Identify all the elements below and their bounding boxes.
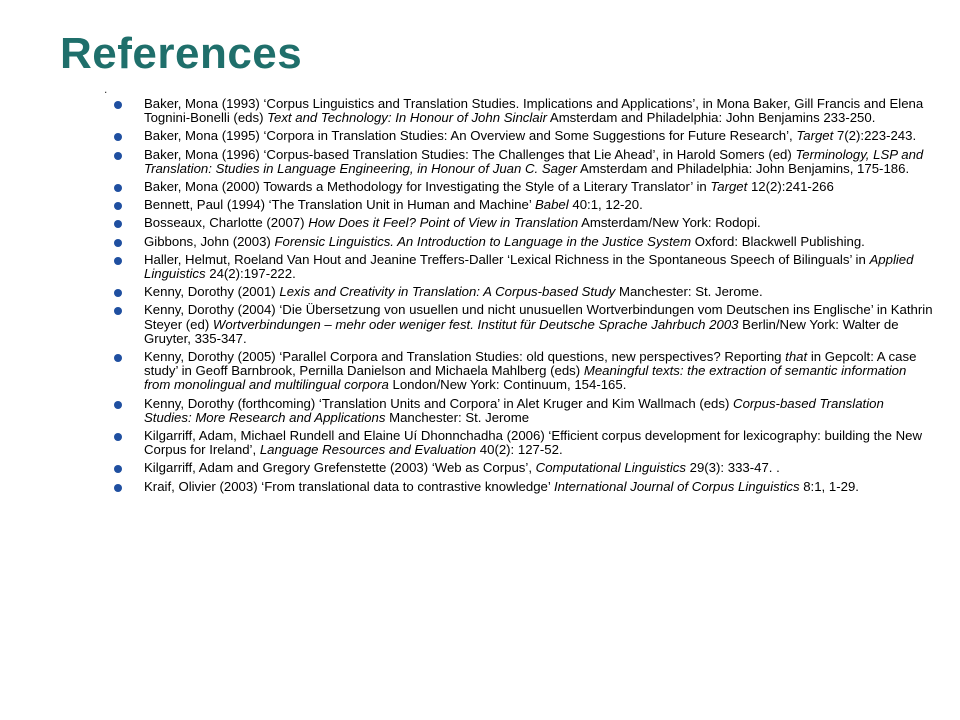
reference-text: Haller, Helmut, Roeland Van Hout and Jeanine Treffers-Daller ‘Lexical Richness in the Spontaneous Speech of Bilinguals’ in [144,251,870,267]
bullet-icon [114,257,122,265]
reference-title-italic: Lexis and Creativity in Translation: A Corpus-based Study [279,284,616,300]
reference-item [108,461,934,475]
reference-item [108,303,934,346]
reference-title-italic: Language Resources and Evaluation [259,442,477,458]
bullet-icon [114,289,122,297]
bullet-icon [114,239,122,247]
reference-text: Baker, Mona (1995) ‘Corpora in Translation Studies: An Overview and Some Suggestions for Future Research’, [144,128,797,144]
reference-title-italic: Corpus-based Translation Studies: More Research and Applications [144,395,884,425]
reference-text: Berlin/New York: Walter de Gruyter, 335-347. [144,316,899,346]
reference-text: Kenny, Dorothy (forthcoming) ‘Translation Units and Corpora’ in Alet Kruger and Kim Wallmach (eds) [144,395,734,411]
reference-text: Amsterdam/New York: Rodopi. [578,215,761,231]
reference-item [108,480,934,494]
reference-item [108,253,934,281]
reference-text: Baker, Mona (1996) ‘Corpus-based Translation Studies: The Challenges that Lie Ahead’, in Harold Somers (ed) [144,146,796,162]
reference-title-italic: Forensic Linguistics. An Introduction to Language in the Justice System [274,233,692,249]
reference-item [108,429,934,457]
reference-title-italic: Wortverbindungen – mehr oder weniger fest. Institut für Deutsche Sprache Jahrbuch 2003 [212,316,739,332]
reference-item [108,148,934,176]
reference-text: Amsterdam and Philadelphia: John Benjamins, 175-186. [577,160,910,176]
reference-text: Amsterdam and Philadelphia: John Benjamins 233-250. [546,110,876,126]
reference-title-italic: Applied Linguistics [144,251,914,282]
reference-item [108,198,934,212]
bullet-icon [114,354,122,362]
reference-title-italic: International Journal of Corpus Linguistics [553,478,800,494]
reference-title-italic: Target [796,128,834,144]
reference-text: Bennett, Paul (1994) ‘The Translation Unit in Human and Machine’ [144,197,535,213]
reference-text: 29(3): 333-47. . [685,460,780,476]
bullet-icon [114,101,122,109]
reference-text: Kenny, Dorothy (2004) ‘Die Übersetzung von usuellen und nicht unusuellen Wortverbindungen vom Deutschen ins Englische’ in Kathrin Steyer (ed) [144,302,933,332]
reference-text: 24(2):197-222. [205,266,296,282]
reference-title-italic: Babel [534,197,569,213]
reference-item [108,97,934,125]
reference-item [108,235,934,249]
reference-title-italic: Terminology, LSP and Translation: Studies in Language Engineering, in Honour of Juan C. Sager [144,146,924,176]
reference-text: Baker, Mona (2000) Towards a Methodology for Investigating the Style of a Literary Translator’ in [144,179,711,195]
bullet-icon [114,220,122,228]
bullet-icon [114,307,122,315]
reference-text: London/New York: Continuum, 154-165. [388,377,627,393]
reference-title-italic: that [785,349,808,365]
reference-text: 12(2):241-266 [747,179,834,195]
reference-text: Kilgarriff, Adam, Michael Rundell and Elaine Uí Dhonnchadha (2006) ‘Efficient corpus development for lexicography: building the New Corpus for Ireland’, [144,428,923,458]
reference-text: 40(2): 127-52. [476,442,563,458]
bullet-icon [114,202,122,210]
reference-text: Baker, Mona (1993) ‘Corpus Linguistics and Translation Studies. Implications and Applications’, in Mona Baker, Gill Francis and Elena Tognini-Bonelli (eds) [144,96,924,126]
reference-title-italic: Computational Linguistics [535,460,686,476]
reference-text: Kenny, Dorothy (2001) [144,284,280,300]
reference-title-italic: Text and Technology: In Honour of John Sinclair [267,110,547,126]
reference-item [108,285,934,299]
reference-item [108,180,934,194]
reference-title-italic: Meaningful texts: the extraction of semantic information from monolingual and multilingual corpora [144,363,907,393]
bullet-icon [114,433,122,441]
reference-item [108,216,934,230]
bullet-icon [114,401,122,409]
reference-item [108,397,934,425]
reference-text: 7(2):223-243. [833,128,917,144]
reference-text: Kilgarriff, Adam and Gregory Grefenstette (2003) ‘Web as Corpus’, [144,460,536,476]
reference-text: 40:1, 12-20. [568,197,643,213]
reference-text: in Gepcolt: A case study’ in Geoff Barnbrook, Pernilla Danielson and Michaela Mahlberg (eds) [144,349,917,379]
reference-title-italic: Target [710,179,748,195]
reference-text: 8:1, 1-29. [799,478,859,494]
reference-item [108,350,934,393]
reference-text: Manchester: St. Jerome. [615,284,763,300]
reference-text: Kraif, Olivier (2003) ‘From translational data to contrastive knowledge’ [144,478,554,494]
reference-title-italic: How Does it Feel? Point of View in Translation [308,215,579,231]
leading-dot: . [104,82,108,96]
reference-text: Manchester: St. Jerome [385,409,530,425]
reference-item [108,129,934,143]
bullet-icon [114,484,122,492]
bullet-icon [114,184,122,192]
reference-text: Bosseaux, Charlotte (2007) [144,215,309,231]
page-title: References [60,29,303,78]
reference-text: Oxford: Blackwell Publishing. [691,233,865,249]
bullet-icon [114,465,122,473]
reference-text: Gibbons, John (2003) [144,233,275,249]
bullet-icon [114,133,122,141]
reference-list [108,97,934,498]
bullet-icon [114,152,122,160]
reference-text: Kenny, Dorothy (2005) ‘Parallel Corpora and Translation Studies: old questions, new perspectives? Reporting [144,349,786,365]
